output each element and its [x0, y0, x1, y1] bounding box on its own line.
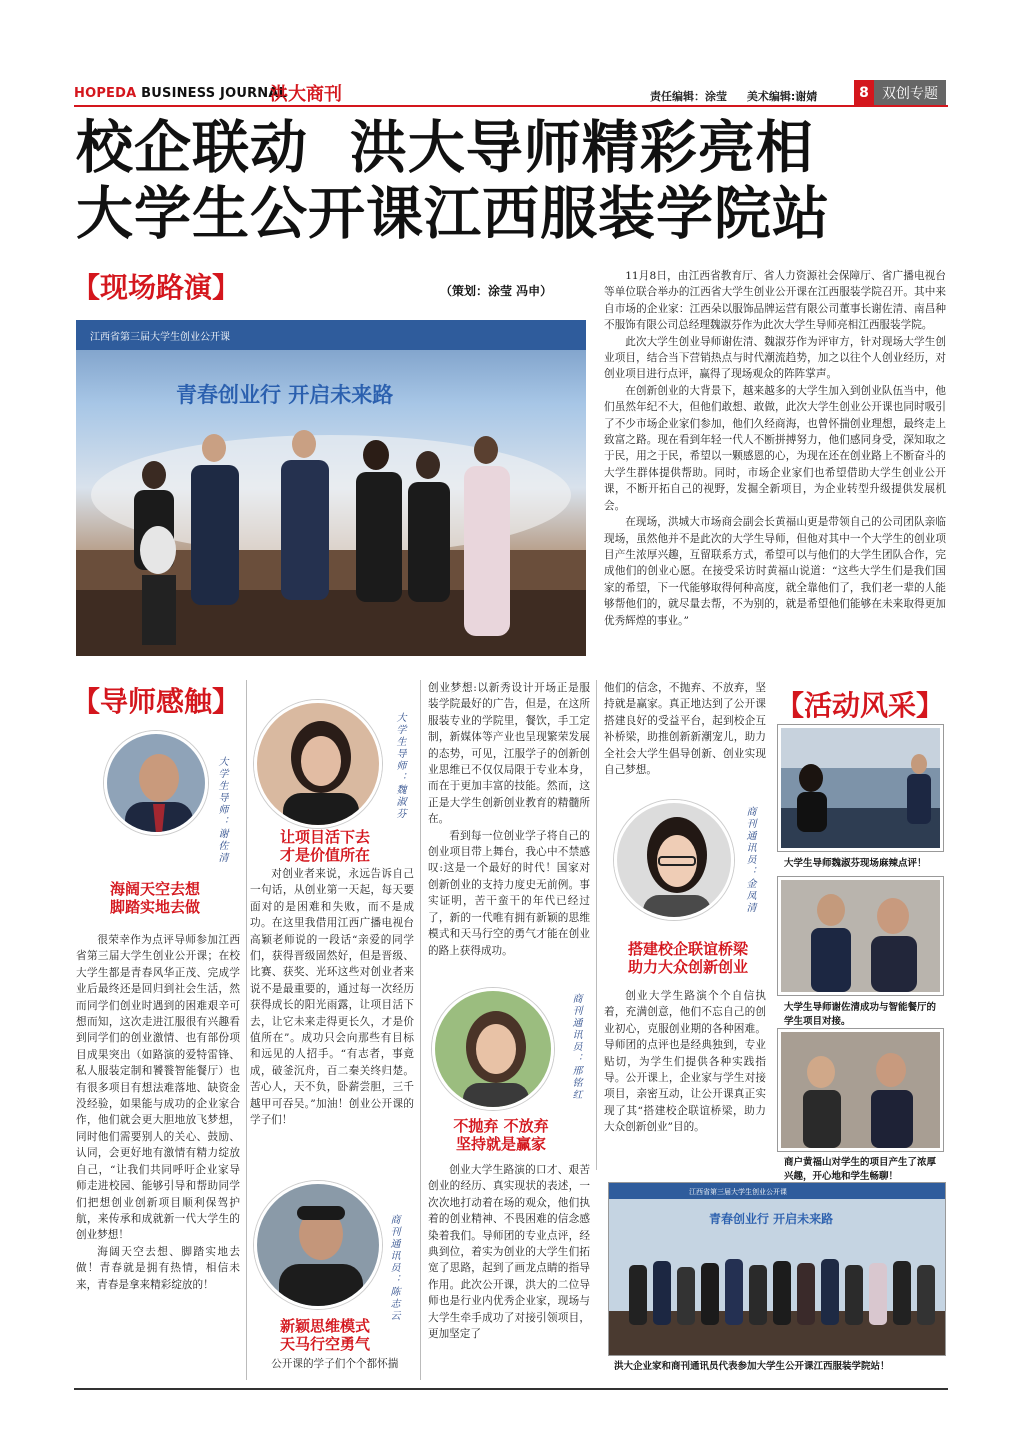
- gallery-caption-3: 商户黄福山对学生的项目产生了浓厚兴趣，开心地和学生畅聊！: [784, 1157, 937, 1182]
- section1-paragraph: 在创新创业的大背景下，越来越多的大学生加入到创业队伍当中，他们虽然年纪不大，但他们敢想、敢做，此次大学生创业公开课也同时吸引了不少市场企业家们参加，他们久经商海，也曾怀揣创业理想，最终走上致富之路。现在看到年轻一代人不断拼搏努力，他们感同身受，深知取之于民，用之于民，希望以一颗感恩的心，为现在还在创业路上不断奋斗的大学生群体提供帮助。同时，市场企业家们也希望借助大学生创业公开课，不断开拓自己的视野，发掘全新项目，为企业转型升级提供发展机会。: [604, 384, 946, 512]
- mentor2-title-line2: 才是价值所在: [279, 846, 370, 864]
- reporter2-vertical-label: 商刊通讯员：邢铭红: [570, 993, 581, 1101]
- section1-paragraph: 此次大学生创业导师谢佐清、魏淑芬作为评审方，针对现场大学生创业项目，结合当下营销热点与时代潮流趋势，加之以往个人创业经历，对创业项目进行点评，赢得了现场观众的阵阵掌声。: [604, 335, 946, 381]
- page-tag: [854, 80, 946, 106]
- mentor2-title-line1: 让项目活下去: [279, 828, 370, 846]
- column4-paragraph: 他们的信念，不抛弃、不放弃，坚持就是赢家。真正地达到了公开课搭建良好的受益平台，起到校企互补桥梁，助推创新新潮宠儿，助力全社会大学生倡导创新、创业实现自己梦想。: [604, 682, 766, 777]
- bottom-rule: [74, 1388, 948, 1390]
- reporter3-title: [604, 940, 772, 976]
- reporter2-article: [428, 1162, 590, 1342]
- reporter3-avatar: [617, 803, 734, 920]
- art-editor: 美术编辑:谢婧: [746, 90, 818, 103]
- section1-article: [604, 268, 946, 629]
- reporter1-paragraph: 公开课的学子们个个都怀揣: [271, 1358, 399, 1370]
- mentor2-avatar: [257, 703, 382, 828]
- reporter2-title-line2: 坚持就是赢家: [455, 1135, 546, 1153]
- reporter2-paragraph: 创业大学生路演的口才、艰苦创业的经历、真实现状的表述，一次次地打动着在场的观众，他们执着的创业精神、不畏困难的信念感染着我们。导师团的专业点评，经典到位，着实为创业的大学生们拓宽了思路，起到了画龙点睛的指导作用。此次公开课，洪大的二位导师也是行业内优秀企业家，现场与大学生牵手成功了对接引领项目，更加坚定了: [428, 1164, 590, 1341]
- reporter2-title-line1: 不抛弃 不放弃: [453, 1117, 549, 1135]
- reporter3-article: [604, 988, 766, 1136]
- hero-photo: [76, 320, 586, 656]
- reporter1-title-line2: 天马行空勇气: [279, 1335, 370, 1353]
- responsible-editor: 责任编辑：涂莹: [650, 90, 727, 103]
- section1-paragraph: 在现场，洪城大市场商会副会长黄福山更是带领自己的公司团队亲临现场，虽然他并不是此次的大学生导师，但他对其中一个大学生的创业项目产生浓厚兴趣，互留联系方式，希望可以与他们的大学生团队合作，完成他们的创业心愿。在接受采访时黄福山说道：“这些大学生们是我们国家的希望，下一代能够取得何种高度，就全靠他们了，我们老一辈的人能够帮他们的，就尽量去帮，不为别的，就是希望他们能够在未来取得更加优秀辉煌的事业。”: [604, 516, 946, 627]
- credit-line: （策划：涂莹 冯申）: [440, 284, 553, 298]
- mentor1-article: [76, 932, 240, 1293]
- reporter2-avatar: [435, 991, 554, 1110]
- reporter3-title-line1: 搭建校企联谊桥梁: [627, 940, 748, 958]
- column-rule: [246, 680, 247, 1380]
- hero-photo-illustration: [76, 320, 586, 656]
- mentor1-vertical-label: 大学生导师：谢佐清: [216, 756, 227, 864]
- column-rule: [420, 680, 421, 1380]
- group-photo: [608, 1182, 946, 1356]
- gallery-photo-2: [777, 876, 944, 996]
- section-name: 双创专题: [874, 80, 946, 106]
- editors-line: [650, 88, 833, 104]
- section-heading-gallery: 【活动风采】: [776, 689, 945, 722]
- column3-paragraph: 看到每一位创业学子将自己的创业项目带上舞台，我心中不禁感叹:这是一个最好的时代！国家对创新创业的支持力度史无前例。事实证明，苦干蛮干的年代已经过了，新的一代唯有拥有新颖的思维模式和天马行空的勇气才能在创业的路上获得成功。: [428, 829, 590, 957]
- hero-slogan-text: 青春创业行 开启未来路: [176, 383, 394, 407]
- gallery-photo-3-image: [781, 1032, 940, 1148]
- brand-en-a: HOPEDA: [74, 86, 137, 101]
- gallery-caption-1: 大学生导师魏淑芬现场麻辣点评！: [784, 858, 927, 869]
- mentor1-avatar: [107, 734, 208, 835]
- brand-en: [74, 86, 287, 101]
- section-heading-live: 【现场路演】: [72, 271, 241, 304]
- reporter1-portrait: [254, 1181, 382, 1309]
- column3-article: [428, 680, 590, 959]
- column3-paragraph: 创业梦想:以新秀设计开场正是服装学院最好的广告，但是，在这所服装专业的学院里，餐饮，手工定制，新媒体等产业也呈现繁荣发展的态势，可见，江服学子的创新创业思维已不仅仅局限于专业本身，而在于更加丰富的技能。然而，这正是大学生创新创业教育的精髓所在。: [428, 682, 590, 826]
- reporter3-vertical-label: 商刊通讯员：金凤清: [744, 806, 755, 914]
- headline: [76, 115, 830, 247]
- mentor1-title-line2: 脚踏实地去做: [109, 898, 200, 916]
- mentor2-paragraph: 对创业者来说，永远告诉自己一句话，从创业第一天起，每天要面对的是困难和失败，而不是成功。在这里我借用江西广播电视台高颖老师说的一段话“亲爱的同学们，获得晋级固然好，但是晋级、比赛、获奖、光环这些对创业者来说不是最重要的，通过每一次经历获得成长的阳光雨露，让项目活下去，让它未来走得更长久，才是价值所在”。成功只会向那些有目标和远见的人招手。“有志者，事竟成，破釜沉舟，百二秦关终归楚。苦心人，天不负，卧薪尝胆，三千越甲可吞吴。”加油！创业公开课的学子们！: [250, 868, 414, 1127]
- reporter3-portrait: [614, 800, 734, 920]
- mentor2-portrait: [254, 700, 382, 828]
- column4-article-top: [604, 680, 766, 778]
- group-photo-image: [609, 1183, 946, 1356]
- reporter2-portrait: [432, 988, 554, 1110]
- reporter2-title: [426, 1117, 576, 1153]
- mentor2-article: [250, 866, 414, 1129]
- reporter1-vertical-label: 商刊通讯员：陈志云: [388, 1214, 399, 1322]
- mentor1-paragraph: 很荣幸作为点评导师参加江西省第三届大学生创业公开课；在校大学生都是青春风华正茂、完成学业后最终还是回归到社会生活，然而同学们创业时遇到的困难艰辛可想而知，这次走进江服很有兴趣看到同学们的创业激情、也有部份项目成果突出（如路演的爱特雷锋、私人服装定制和饕餮智能餐厅）也有很多项目有想法难落地、缺资金没经验，如果能与成功的企业家合作，他们就会更大胆地放飞梦想，同时他们需要别人的关心、鼓励、认同，会更好地有激情有精力绽放自己，“让我们共同呼吁企业家导师走进校园、能够引导和帮助同学们把想创业创新项目顺利保驾护航，来传承和成就新一代大学生的创业梦想！: [76, 934, 240, 1242]
- headline-line1: 校企联动 洪大导师精彩亮相: [76, 115, 814, 181]
- section-heading-gallery-text: 活动风采: [804, 689, 917, 722]
- section-heading-mentors: 【导师感触】: [72, 685, 241, 718]
- reporter3-title-line2: 助力大众创新创业: [627, 958, 748, 976]
- reporter1-title: [250, 1317, 400, 1353]
- group-photo-caption: 洪大企业家和商刊通讯员代表参加大学生公开课江西服装学院站！: [614, 1361, 890, 1372]
- column-rule: [596, 680, 597, 1170]
- page-number: 8: [854, 80, 874, 106]
- gallery-photo-1-image: [781, 728, 940, 848]
- gallery-caption-2: 大学生导师谢佐清成功与智能餐厅的学生项目对接。: [784, 1002, 937, 1027]
- group-slogan-text: 青春创业行 开启未来路: [709, 1212, 834, 1226]
- headline-line2: 大学生公开课江西服装学院站: [76, 181, 830, 247]
- section-heading-mentors-text: 导师感触: [100, 685, 213, 718]
- gallery-photo-3: [777, 1028, 944, 1152]
- hero-banner-text: 江西省第三届大学生创业公开课: [90, 332, 230, 343]
- masthead-rule: [74, 105, 948, 107]
- mentor1-paragraph: 海阔天空去想、脚踏实地去做！青春就是拥有热情，相信未来，青春是拿来精彩绽放的！: [76, 1245, 240, 1291]
- section-heading-live-text: 现场路演: [100, 271, 213, 304]
- group-banner-text: 江西省第三届大学生创业公开课: [689, 1188, 787, 1196]
- reporter3-paragraph: 创业大学生路演个个自信执着，充满创意，他们不忘自己的创业初心，克服创业期的各种困难。导师团的点评也是经典独到，专业贴切，为学生们提供各种实践指导。公开课上，企业家与学生对接项目，亲密互动，让公开课真正实现了其“搭建校企联谊桥梁，助力大众创新创业”目的。: [604, 990, 766, 1134]
- mentor2-title: [250, 828, 400, 864]
- reporter1-title-line1: 新颖思维模式: [279, 1317, 370, 1335]
- reporter1-article: [250, 1356, 414, 1372]
- mentor1-title-line1: 海阔天空去想: [109, 880, 200, 898]
- reporter1-avatar: [257, 1184, 382, 1309]
- gallery-photo-1: [777, 724, 944, 852]
- brand-cn-logo: 洪大商刊: [270, 84, 342, 105]
- mentor1-title: [80, 880, 230, 916]
- gallery-photo-2-image: [781, 880, 940, 992]
- section1-paragraph: 11月8日，由江西省教育厅、省人力资源社会保障厅、省广播电视台等单位联合举办的江西省大学生创业公开课在江西服装学院召开。其中来自市场的企业家：江西朵以服饰品牌运营有限公司董事长谢佐清、南昌种不服饰有限公司总经理魏淑芬作为此次大学生导师亮相江西服装学院。: [604, 270, 946, 332]
- mentor2-vertical-label: 大学生导师：魏淑芬: [394, 712, 405, 820]
- brand-en-b: BUSINESS JOURNAL: [141, 86, 288, 101]
- mentor1-portrait: [104, 731, 208, 835]
